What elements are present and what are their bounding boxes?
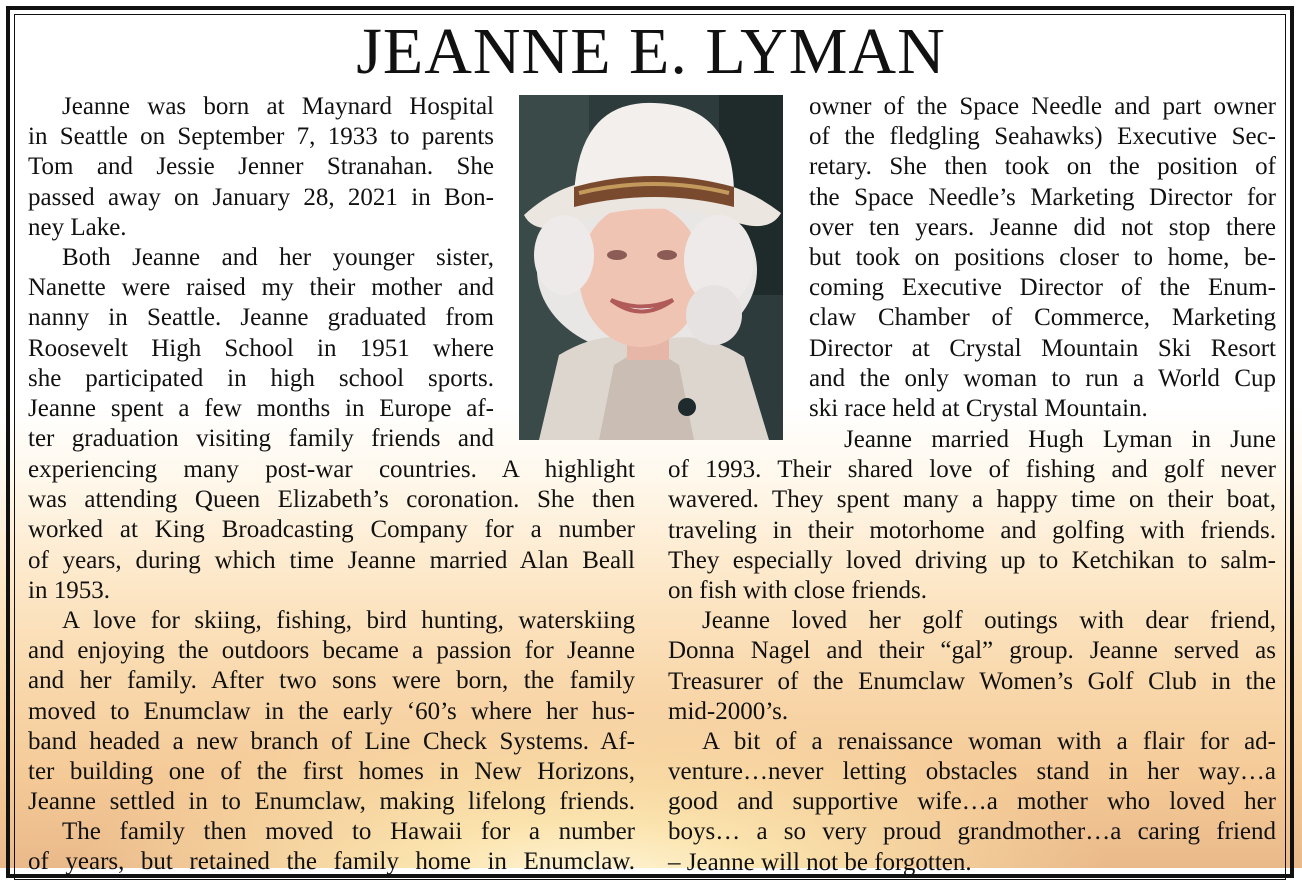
text-line: A love for skiing, fishing, bird hunting, waterskiing: [62, 606, 635, 634]
text-line: of 1993. Their shared love of fishing and golf never: [668, 456, 1276, 484]
text-line: nanny in Seattle. Jeanne graduated from: [28, 304, 494, 332]
text-line: over ten years. Jeanne did not stop there: [809, 213, 1276, 241]
column-1-bottom: [28, 455, 635, 878]
text-line: passed away on January 28, 2021 in Bon-: [28, 183, 494, 211]
text-line: worked at King Broadcasting Company for a number: [28, 516, 635, 544]
text-line: Both Jeanne and her younger sister,: [62, 243, 494, 271]
text-line: on fish with close friends.: [668, 576, 927, 604]
text-line: coming Executive Director of the Enum-: [809, 274, 1276, 302]
text-line: boys… a so very proud grandmother…a caring friend: [668, 818, 1276, 846]
text-line: A bit of a renaissance woman with a flair for ad-: [702, 727, 1276, 755]
portrait-photo: [519, 95, 783, 440]
text-line: ney Lake.: [28, 213, 127, 241]
text-line: The family then moved to Hawaii for a number: [62, 818, 635, 846]
text-line: owner of the Space Needle and part owner: [809, 93, 1276, 120]
text-line: Nanette were raised my their mother and: [28, 274, 494, 302]
column-2-top: [809, 92, 1276, 424]
column-2-bottom: [668, 425, 1276, 878]
text-line: Tom and Jessie Jenner Stranahan. She: [28, 153, 494, 181]
text-line: good and supportive wife…a mother who loved her: [668, 788, 1276, 816]
text-line: wavered. They spent many a happy time on their boat,: [668, 486, 1276, 514]
text-line: in Seattle on September 7, 1933 to parents: [28, 123, 494, 151]
text-line: Jeanne married Hugh Lyman in June: [844, 426, 1276, 453]
text-line: ter graduation visiting family friends and: [28, 425, 494, 453]
text-line: moved to Enumclaw in the early ‘60’s where her hus-: [28, 697, 635, 725]
obituary-title: JEANNE E. LYMAN: [356, 15, 946, 88]
text-line: Director at Crystal Mountain Ski Resort: [809, 334, 1276, 362]
text-line: she participated in high school sports.: [28, 364, 494, 392]
text-line: Jeanne settled in to Enumclaw, making lifelong friends.: [28, 788, 635, 816]
text-line: retary. She then took on the position of: [809, 153, 1276, 181]
text-line: ski race held at Crystal Mountain.: [809, 394, 1148, 422]
text-line: in 1953.: [28, 576, 110, 604]
text-line: Treasurer of the Enumclaw Women’s Golf Club in the: [668, 667, 1276, 695]
text-line: but took on positions closer to home, be-: [809, 243, 1276, 271]
text-line: – Jeanne will not be forgotten.: [668, 848, 972, 876]
text-line: band headed a new branch of Line Check Systems. Af-: [28, 727, 635, 755]
text-line: of years, during which time Jeanne married Alan Beall: [28, 546, 635, 574]
text-line: mid-2000’s.: [668, 697, 789, 725]
text-line: Roosevelt High School in 1951 where: [28, 334, 494, 362]
column-1-top: [28, 92, 494, 454]
text-line: ter building one of the first homes in New Horizons,: [28, 757, 635, 785]
text-line: the Space Needle’s Marketing Director for: [809, 183, 1276, 211]
text-line: venture…never letting obstacles stand in her way…a: [668, 758, 1276, 786]
text-line: They especially loved driving up to Ketchikan to salm-: [668, 546, 1276, 574]
text-line: Jeanne spent a few months in Europe af-: [28, 394, 494, 422]
text-line: and the only woman to run a World Cup: [809, 364, 1276, 392]
text-line: of years, but retained the family home in Enumclaw.: [28, 848, 635, 876]
text-line: of the fledgling Seahawks) Executive Sec-: [809, 123, 1276, 151]
text-line: experiencing many post-war countries. A highlight: [28, 456, 635, 483]
text-line: Jeanne was born at Maynard Hospital: [62, 93, 494, 120]
text-line: traveling in their motorhome and golfing with friends.: [668, 516, 1276, 544]
text-line: claw Chamber of Commerce, Marketing: [809, 304, 1276, 332]
text-line: and enjoying the outdoors became a passion for Jeanne: [28, 637, 635, 665]
text-line: was attending Queen Elizabeth’s coronation. She then: [28, 486, 635, 514]
portrait-illustration: [519, 95, 783, 440]
text-line: Jeanne loved her golf outings with dear friend,: [702, 607, 1276, 635]
text-line: Donna Nagel and their “gal” group. Jeanne served as: [668, 637, 1276, 665]
text-line: and her family. After two sons were born, the family: [28, 667, 635, 695]
